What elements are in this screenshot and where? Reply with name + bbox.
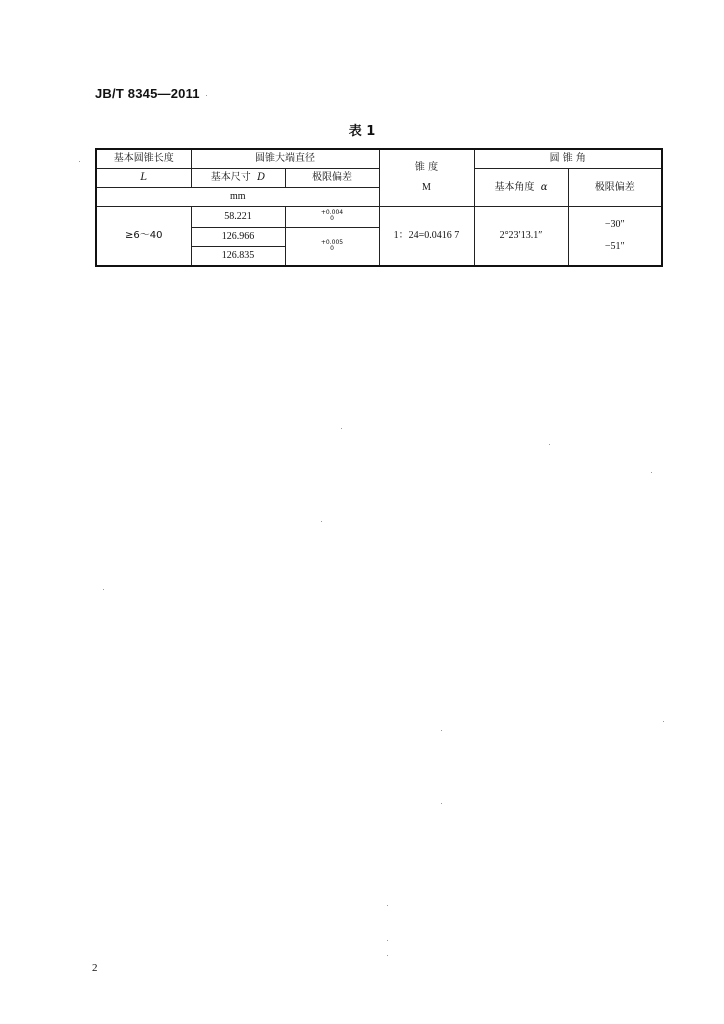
angle-group-label: 圆 锥 角 [549,153,586,164]
diameter-value-1: 58.221 [224,211,252,222]
basic-angle-label: 基本角度 [494,181,535,193]
basic-angle-header [474,169,568,207]
scan-speck [387,955,388,956]
taper-value-cell [379,207,474,267]
spec-table-container [95,148,663,267]
diameter-cell-1 [191,207,285,228]
length-symbol-cell [96,169,191,188]
angle-dev-header [568,169,662,207]
scan-speck [387,905,388,906]
scan-speck [387,940,388,941]
tolerance-cell-2 [285,228,379,267]
taper-header-symbol: M [422,182,431,193]
angle-dev-value-cell [568,207,662,267]
basic-angle-value-cell [474,207,568,267]
basic-size-label: 基本尺寸 [210,172,251,183]
spec-table [95,148,663,267]
basic-angle-symbol: α [540,181,548,193]
basic-size-header [191,169,285,188]
length-range-cell [96,207,191,267]
scan-speck [651,472,652,473]
length-symbol: L [140,172,148,183]
angle-dev-lower: −51″ [604,241,625,252]
taper-header-label: 锥 度 [414,162,439,173]
scan-speck [663,721,664,722]
unit-label: mm [229,191,246,202]
basic-size-symbol: D [257,172,266,183]
tolerance-1-lower: 0 [330,215,334,222]
angle-dev-upper: −30″ [604,219,625,230]
taper-value: 1：24=0.0416 7 [393,230,460,241]
basic-angle-value: 2°23′13.1″ [499,230,543,241]
diameter-group-header [191,149,379,169]
tolerance-cell-1 [285,207,379,228]
taper-header-cell [379,149,474,207]
scan-speck [441,803,442,804]
diameter-cell-2 [191,228,285,247]
unit-cell [96,188,379,207]
limit-dev-label: 极限偏差 [312,172,352,183]
scan-speck [79,161,80,162]
diameter-value-2: 126.966 [221,231,255,242]
tolerance-1-upper: +0.004 [320,209,344,216]
tolerance-2-upper: +0.005 [320,238,344,246]
diameter-cell-3 [191,247,285,267]
scan-speck [321,521,322,522]
length-range-value: ≥6～40 [125,230,163,241]
scan-speck [341,428,342,429]
page-number: 2 [92,962,98,974]
scan-speck [206,95,207,96]
tolerance-2-lower: 0 [330,244,334,252]
standard-code: JB/T 8345—2011 [95,86,200,101]
length-header-label: 基本圆锥长度 [113,153,174,164]
tolerance-2 [321,240,343,252]
table-caption: 表 1 [348,124,376,139]
diameter-group-label: 圆锥大端直径 [255,153,315,164]
angle-dev-label: 极限偏差 [594,181,635,193]
scan-speck [549,444,550,445]
limit-dev-header [285,169,379,188]
angle-group-header [474,149,662,169]
length-header-cell [96,149,191,169]
diameter-value-3: 126.835 [221,250,255,261]
scan-speck [103,589,104,590]
scan-speck [441,730,442,731]
tolerance-1 [321,210,343,222]
